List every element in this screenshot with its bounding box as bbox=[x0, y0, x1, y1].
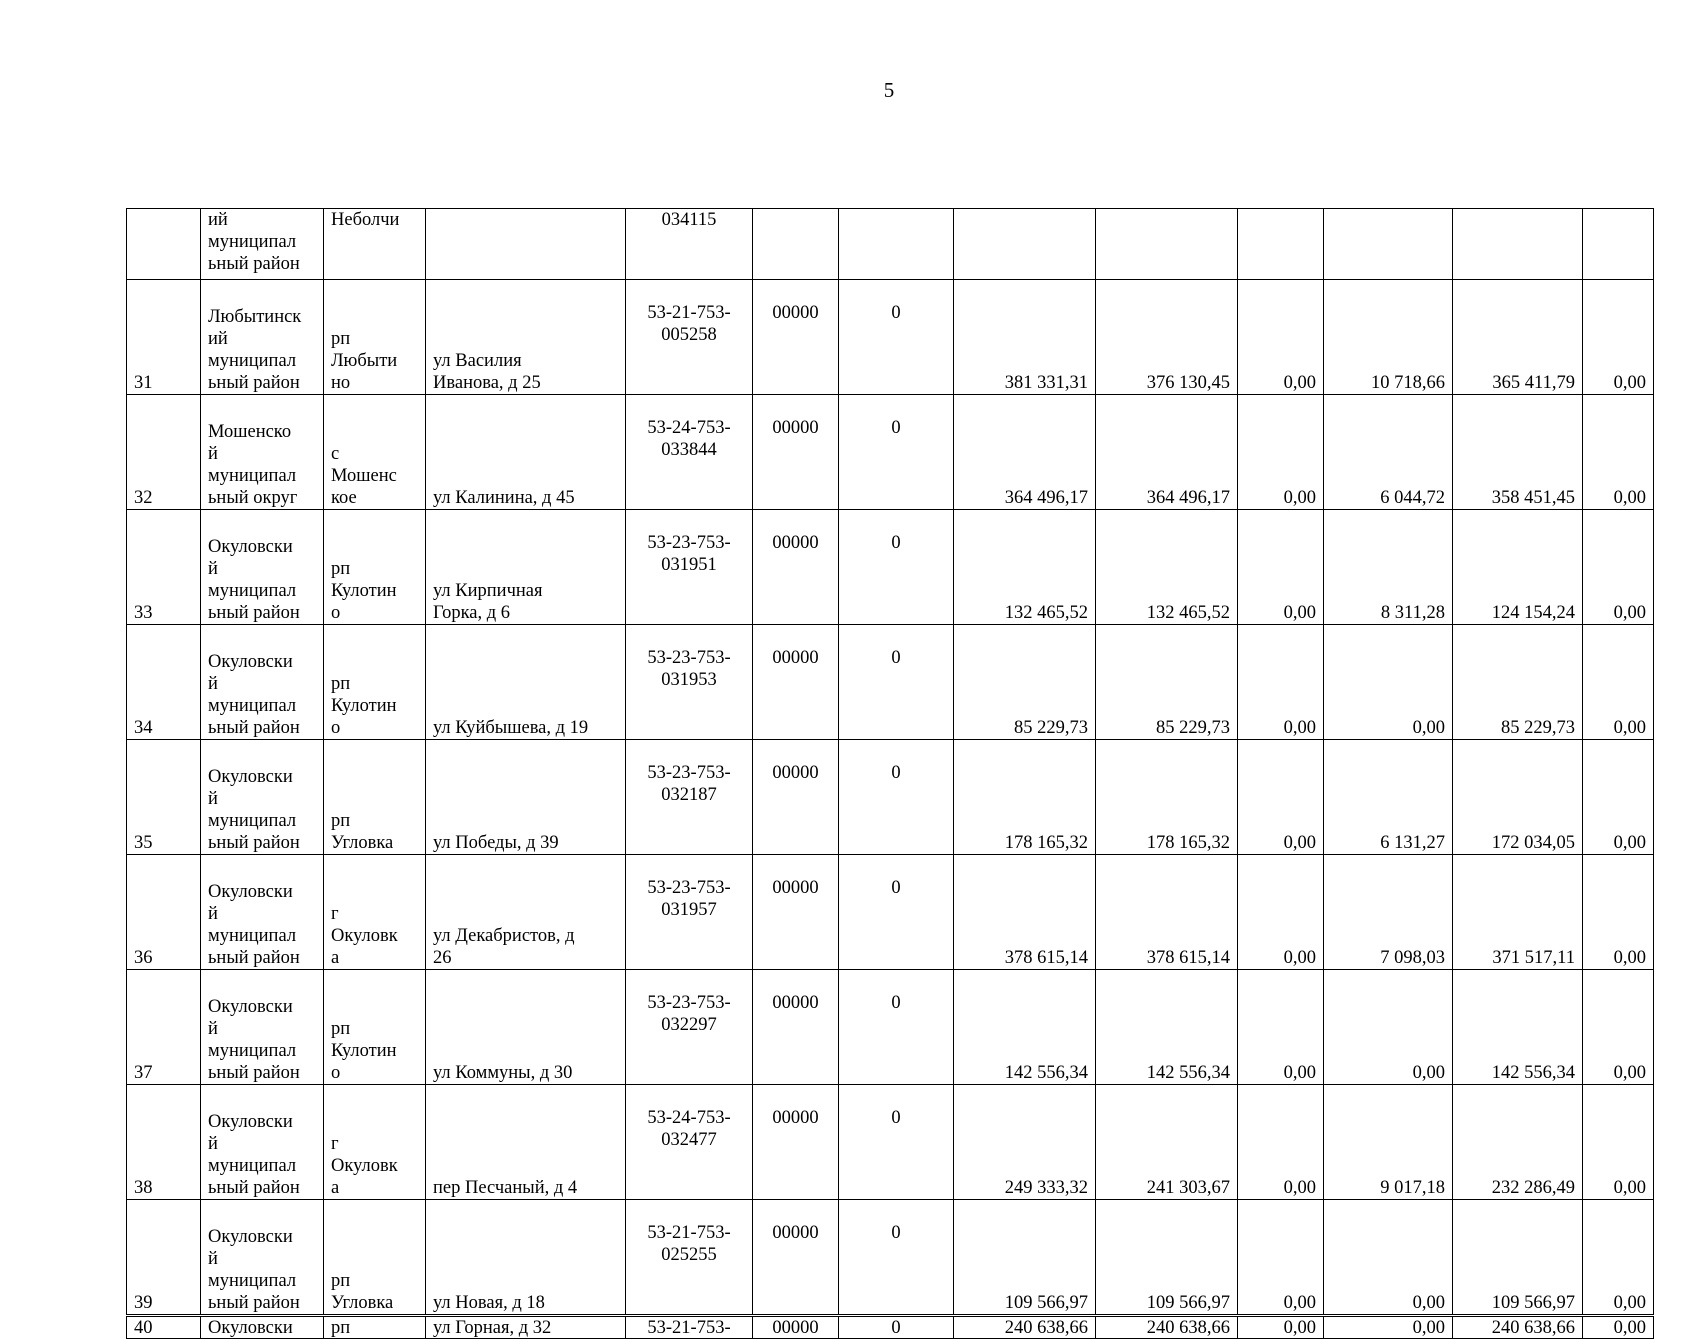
cell-number: 32 bbox=[127, 395, 201, 510]
cell-c2 bbox=[839, 209, 954, 280]
cell-district: Окуловски й муниципал ьный район bbox=[201, 970, 324, 1085]
cell-v6: 0,00 bbox=[1583, 280, 1654, 395]
cell-v5: 85 229,73 bbox=[1453, 625, 1583, 740]
table-body bbox=[127, 209, 1654, 1339]
cell-c1: 00000 bbox=[753, 395, 839, 510]
cell-c2: 0 bbox=[839, 740, 954, 855]
cell-district: Любытинск ий муниципал ьный район bbox=[201, 280, 324, 395]
cell-v2: 364 496,17 bbox=[1096, 395, 1238, 510]
cell-locality: рп Кулотин о bbox=[324, 970, 426, 1085]
cell-code: 034115 bbox=[626, 209, 753, 280]
cell-v3: 0,00 bbox=[1238, 395, 1324, 510]
cell-v5: 358 451,45 bbox=[1453, 395, 1583, 510]
cell-c1 bbox=[753, 209, 839, 280]
cell-c1: 00000 bbox=[753, 1316, 839, 1339]
cell-v4: 6 044,72 bbox=[1324, 395, 1453, 510]
cell-number: 40 bbox=[127, 1316, 201, 1339]
cell-locality: рп bbox=[324, 1316, 426, 1339]
cell-v3: 0,00 bbox=[1238, 280, 1324, 395]
cell-address: ул Куйбышева, д 19 bbox=[426, 625, 626, 740]
cell-v2: 378 615,14 bbox=[1096, 855, 1238, 970]
cell-c2: 0 bbox=[839, 510, 954, 625]
cell-c2: 0 bbox=[839, 1316, 954, 1339]
cell-number: 35 bbox=[127, 740, 201, 855]
cell-v2: 376 130,45 bbox=[1096, 280, 1238, 395]
cell-c1: 00000 bbox=[753, 280, 839, 395]
table-row-continued bbox=[127, 209, 1654, 280]
cell-district: Окуловски й муниципал ьный район bbox=[201, 1085, 324, 1200]
cell-v3: 0,00 bbox=[1238, 970, 1324, 1085]
cell-v6: 0,00 bbox=[1583, 625, 1654, 740]
cell-v3: 0,00 bbox=[1238, 740, 1324, 855]
cell-c1: 00000 bbox=[753, 510, 839, 625]
cell-c1: 00000 bbox=[753, 740, 839, 855]
cell-number: 39 bbox=[127, 1200, 201, 1316]
cell-v4: 0,00 bbox=[1324, 1200, 1453, 1316]
page-number: 5 bbox=[883, 78, 895, 102]
cell-v3: 0,00 bbox=[1238, 1200, 1324, 1316]
cell-c1: 00000 bbox=[753, 855, 839, 970]
cell-v5: 365 411,79 bbox=[1453, 280, 1583, 395]
cell-v2: 178 165,32 bbox=[1096, 740, 1238, 855]
cell-v2: 132 465,52 bbox=[1096, 510, 1238, 625]
cell-address: ул Коммуны, д 30 bbox=[426, 970, 626, 1085]
cell-v1: 240 638,66 bbox=[954, 1316, 1096, 1339]
cell-c1: 00000 bbox=[753, 970, 839, 1085]
cell-c1: 00000 bbox=[753, 625, 839, 740]
cell-v5: 232 286,49 bbox=[1453, 1085, 1583, 1200]
cell-address: ул Победы, д 39 bbox=[426, 740, 626, 855]
cell-v2 bbox=[1096, 209, 1238, 280]
cell-v6: 0,00 bbox=[1583, 855, 1654, 970]
cell-code: 53-23-753- 031953 bbox=[626, 625, 753, 740]
cell-v3: 0,00 bbox=[1238, 510, 1324, 625]
cell-locality: рп Кулотин о bbox=[324, 625, 426, 740]
cell-v1: 142 556,34 bbox=[954, 970, 1096, 1085]
cell-v1: 85 229,73 bbox=[954, 625, 1096, 740]
cell-v5 bbox=[1453, 209, 1583, 280]
cell-v5: 124 154,24 bbox=[1453, 510, 1583, 625]
cell-v4: 0,00 bbox=[1324, 970, 1453, 1085]
table-row bbox=[127, 1200, 1654, 1316]
cell-code: 53-21-753- 005258 bbox=[626, 280, 753, 395]
cell-v1: 381 331,31 bbox=[954, 280, 1096, 395]
cell-number: 31 bbox=[127, 280, 201, 395]
cell-v6 bbox=[1583, 209, 1654, 280]
cell-district: Окуловски й муниципал ьный район bbox=[201, 510, 324, 625]
cell-code: 53-23-753- 032187 bbox=[626, 740, 753, 855]
cell-v4: 9 017,18 bbox=[1324, 1085, 1453, 1200]
cell-v1: 249 333,32 bbox=[954, 1085, 1096, 1200]
cell-v2: 240 638,66 bbox=[1096, 1316, 1238, 1339]
cell-c2: 0 bbox=[839, 1085, 954, 1200]
cell-v1: 178 165,32 bbox=[954, 740, 1096, 855]
cell-address: ул Новая, д 18 bbox=[426, 1200, 626, 1316]
cell-district: Окуловски й муниципал ьный район bbox=[201, 855, 324, 970]
cell-v1: 109 566,97 bbox=[954, 1200, 1096, 1316]
cell-v1 bbox=[954, 209, 1096, 280]
cell-v4: 6 131,27 bbox=[1324, 740, 1453, 855]
cell-number: 36 bbox=[127, 855, 201, 970]
cell-v6: 0,00 bbox=[1583, 1085, 1654, 1200]
cell-v2: 109 566,97 bbox=[1096, 1200, 1238, 1316]
cell-v6: 0,00 bbox=[1583, 510, 1654, 625]
cell-v5: 371 517,11 bbox=[1453, 855, 1583, 970]
cell-address: ул Кирпичная Горка, д 6 bbox=[426, 510, 626, 625]
cell-v6: 0,00 bbox=[1583, 1200, 1654, 1316]
table-row bbox=[127, 625, 1654, 740]
table-row bbox=[127, 970, 1654, 1085]
cell-v5: 172 034,05 bbox=[1453, 740, 1583, 855]
cell-locality: рп Кулотин о bbox=[324, 510, 426, 625]
cell-v2: 241 303,67 bbox=[1096, 1085, 1238, 1200]
table-row bbox=[127, 1316, 1654, 1339]
cell-v5: 142 556,34 bbox=[1453, 970, 1583, 1085]
cell-code: 53-23-753- 031951 bbox=[626, 510, 753, 625]
cell-district: ий муниципал ьный район bbox=[201, 209, 324, 280]
cell-locality: рп Угловка bbox=[324, 740, 426, 855]
cell-locality: Неболчи bbox=[324, 209, 426, 280]
cell-v2: 142 556,34 bbox=[1096, 970, 1238, 1085]
cell-address: ул Калинина, д 45 bbox=[426, 395, 626, 510]
cell-c1: 00000 bbox=[753, 1200, 839, 1316]
cell-district: Окуловски й муниципал ьный район bbox=[201, 1200, 324, 1316]
cell-v3: 0,00 bbox=[1238, 1316, 1324, 1339]
cell-address: ул Василия Иванова, д 25 bbox=[426, 280, 626, 395]
cell-v4: 8 311,28 bbox=[1324, 510, 1453, 625]
cell-code: 53-23-753- 031957 bbox=[626, 855, 753, 970]
cell-locality: г Окуловк а bbox=[324, 855, 426, 970]
cell-code: 53-24-753- 032477 bbox=[626, 1085, 753, 1200]
cell-v6: 0,00 bbox=[1583, 970, 1654, 1085]
table-row bbox=[127, 740, 1654, 855]
cell-v5: 109 566,97 bbox=[1453, 1200, 1583, 1316]
cell-v4: 0,00 bbox=[1324, 1316, 1453, 1339]
cell-c1: 00000 bbox=[753, 1085, 839, 1200]
cell-locality: г Окуловк а bbox=[324, 1085, 426, 1200]
cell-code: 53-21-753- 025255 bbox=[626, 1200, 753, 1316]
cell-district: Окуловски й муниципал ьный район bbox=[201, 740, 324, 855]
cell-v3: 0,00 bbox=[1238, 625, 1324, 740]
cell-v4: 10 718,66 bbox=[1324, 280, 1453, 395]
cell-address: ул Декабристов, д 26 bbox=[426, 855, 626, 970]
cell-code: 53-21-753- bbox=[626, 1316, 753, 1339]
cell-number bbox=[127, 209, 201, 280]
registry-table bbox=[126, 208, 1654, 1339]
table-row bbox=[127, 510, 1654, 625]
cell-code: 53-24-753- 033844 bbox=[626, 395, 753, 510]
cell-v1: 364 496,17 bbox=[954, 395, 1096, 510]
cell-v5: 240 638,66 bbox=[1453, 1316, 1583, 1339]
cell-v4 bbox=[1324, 209, 1453, 280]
table-row bbox=[127, 280, 1654, 395]
cell-locality: рп Угловка bbox=[324, 1200, 426, 1316]
cell-c2: 0 bbox=[839, 970, 954, 1085]
table-row bbox=[127, 395, 1654, 510]
cell-address bbox=[426, 209, 626, 280]
cell-c2: 0 bbox=[839, 1200, 954, 1316]
cell-c2: 0 bbox=[839, 625, 954, 740]
cell-c2: 0 bbox=[839, 395, 954, 510]
cell-address: пер Песчаный, д 4 bbox=[426, 1085, 626, 1200]
cell-v6: 0,00 bbox=[1583, 1316, 1654, 1339]
cell-v4: 7 098,03 bbox=[1324, 855, 1453, 970]
cell-number: 37 bbox=[127, 970, 201, 1085]
cell-c2: 0 bbox=[839, 855, 954, 970]
cell-c2: 0 bbox=[839, 280, 954, 395]
cell-v4: 0,00 bbox=[1324, 625, 1453, 740]
cell-v2: 85 229,73 bbox=[1096, 625, 1238, 740]
cell-district: Окуловски bbox=[201, 1316, 324, 1339]
cell-v6: 0,00 bbox=[1583, 740, 1654, 855]
cell-number: 38 bbox=[127, 1085, 201, 1200]
cell-code: 53-23-753- 032297 bbox=[626, 970, 753, 1085]
cell-v1: 132 465,52 bbox=[954, 510, 1096, 625]
table-row bbox=[127, 1085, 1654, 1200]
cell-v3: 0,00 bbox=[1238, 855, 1324, 970]
cell-locality: с Мошенс кое bbox=[324, 395, 426, 510]
cell-number: 34 bbox=[127, 625, 201, 740]
table-row bbox=[127, 855, 1654, 970]
cell-v3 bbox=[1238, 209, 1324, 280]
cell-address: ул Горная, д 32 bbox=[426, 1316, 626, 1339]
cell-district: Окуловски й муниципал ьный район bbox=[201, 625, 324, 740]
cell-v6: 0,00 bbox=[1583, 395, 1654, 510]
cell-number: 33 bbox=[127, 510, 201, 625]
cell-district: Мошенско й муниципал ьный округ bbox=[201, 395, 324, 510]
cell-v1: 378 615,14 bbox=[954, 855, 1096, 970]
cell-locality: рп Любыти но bbox=[324, 280, 426, 395]
cell-v3: 0,00 bbox=[1238, 1085, 1324, 1200]
